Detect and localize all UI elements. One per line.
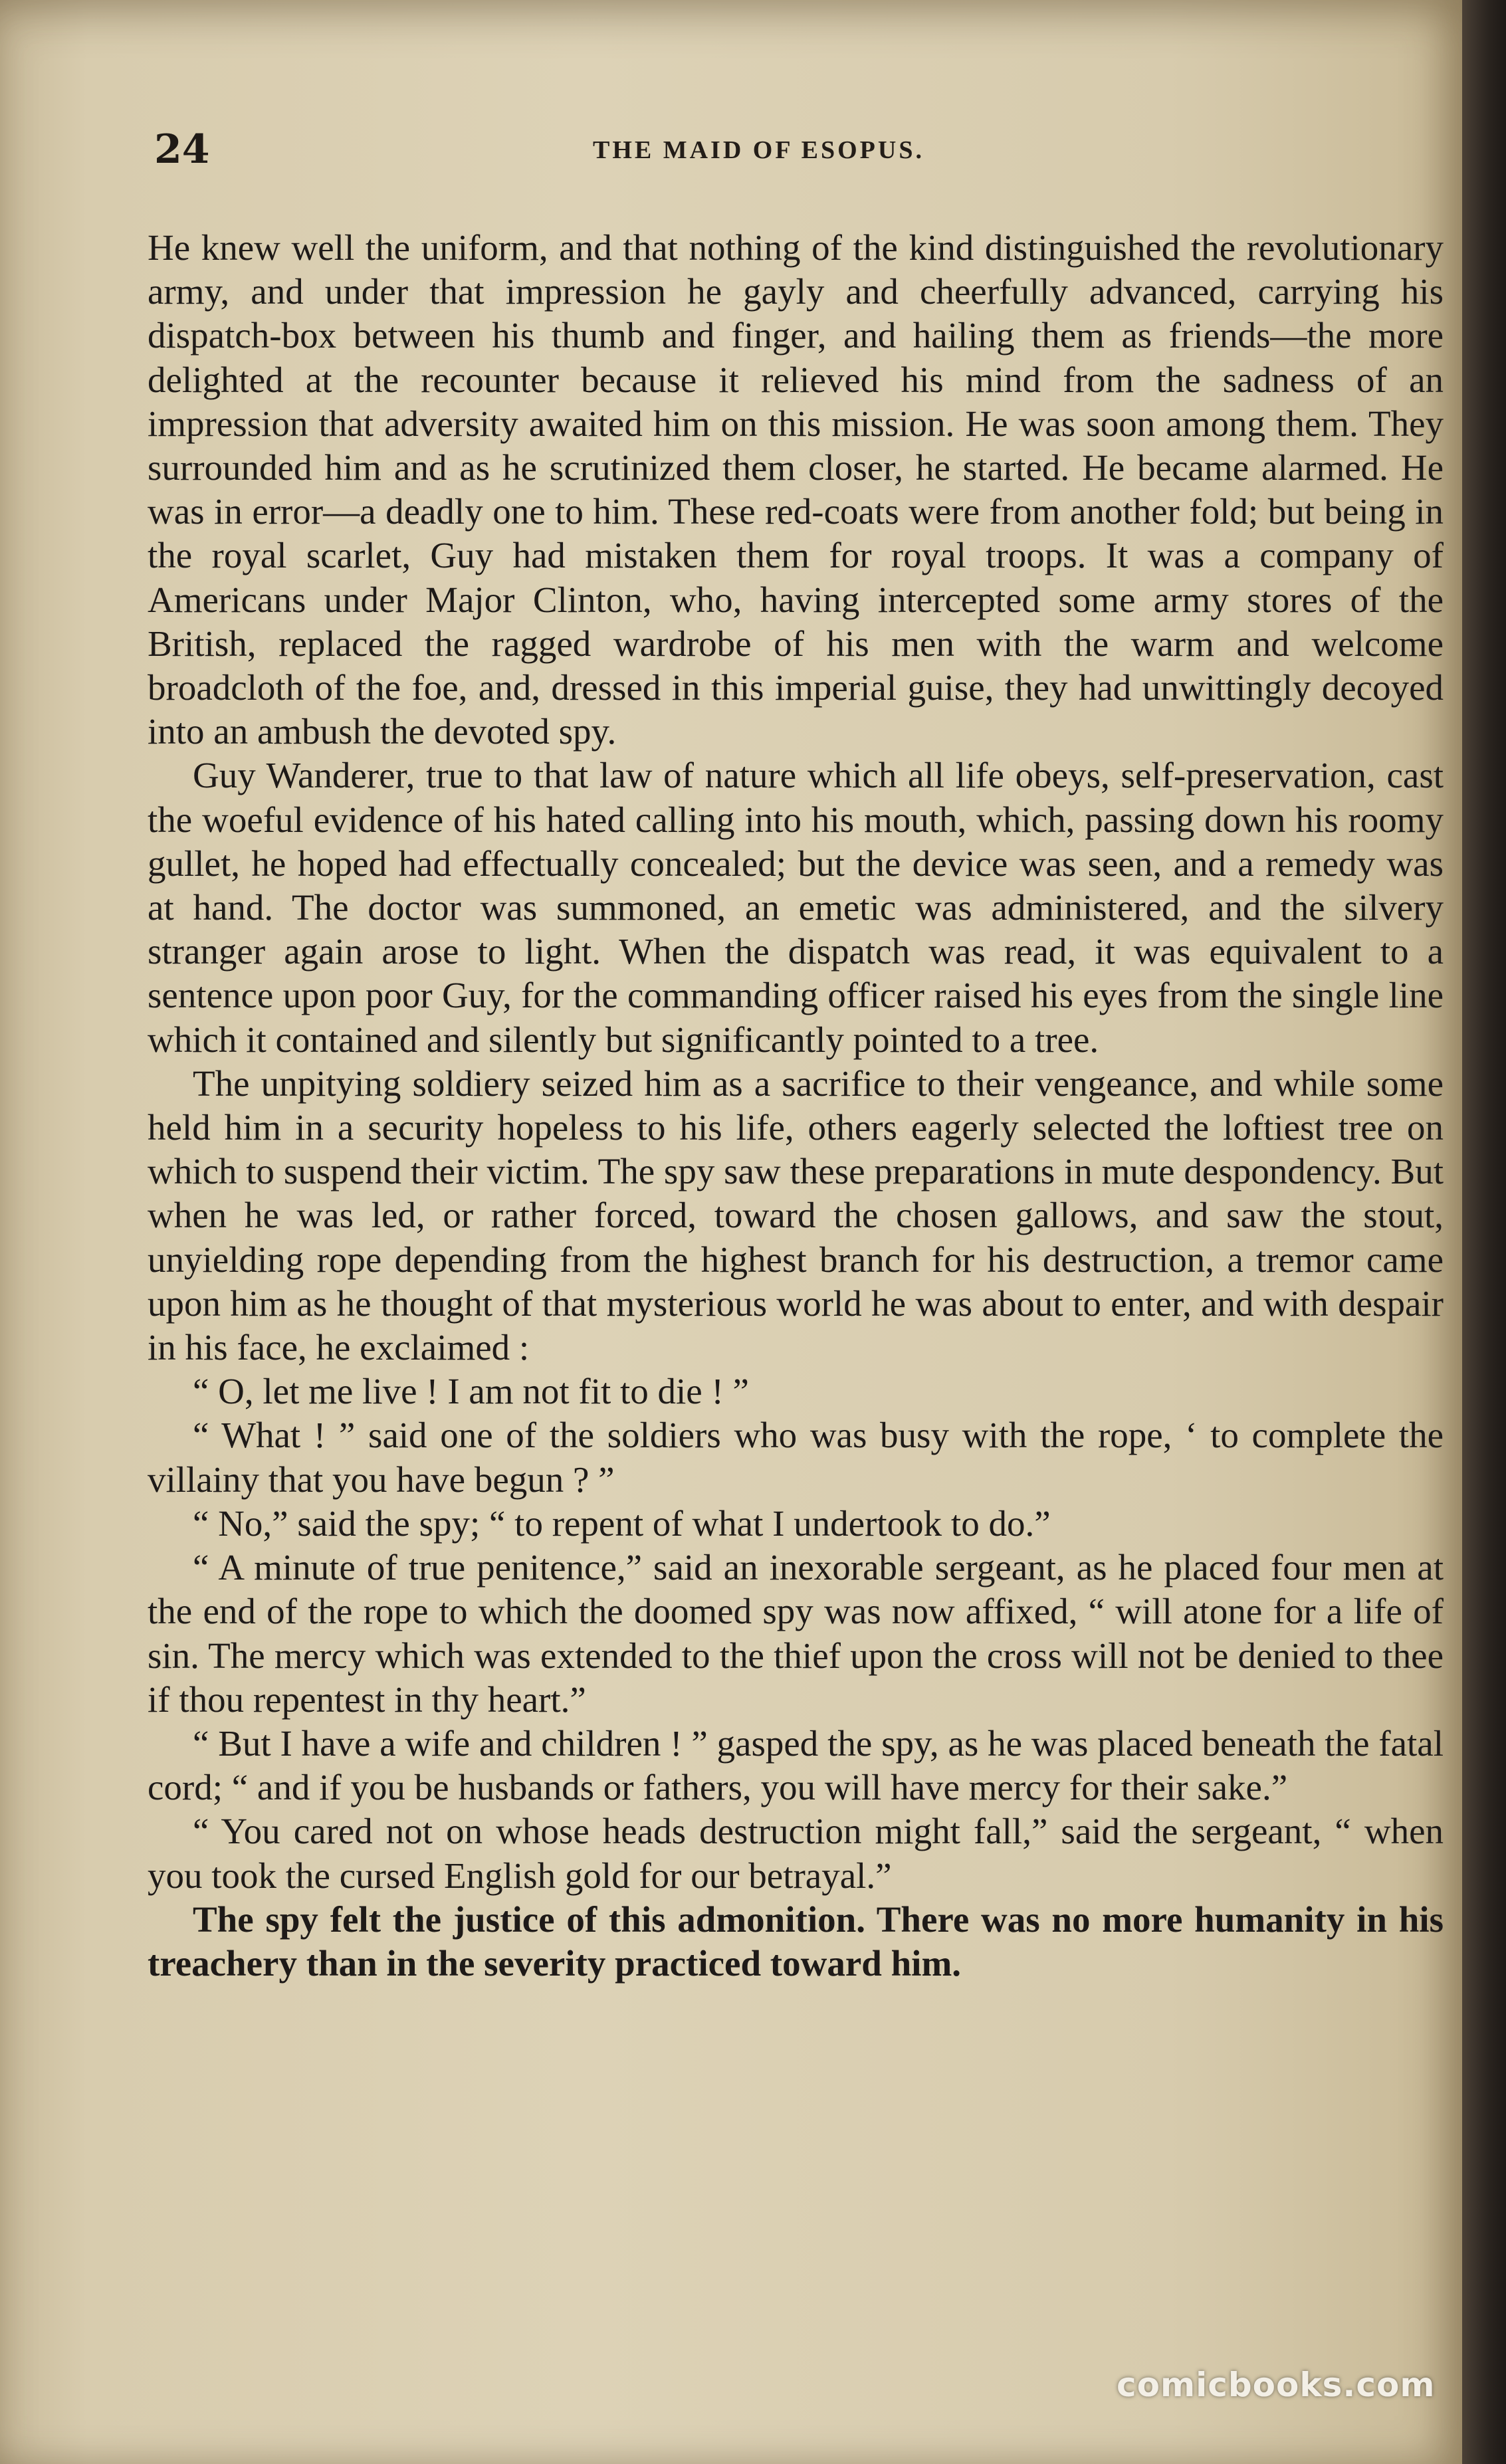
page-header [154,126,1437,179]
body-text [148,226,1444,1986]
paragraph: Guy Wanderer, true to that law of nature which all life obeys, self-preservation, cast the woeful evidence of his hated calling into his mouth, which, passing down his roomy gullet, he hoped had effectually concealed; but the device was seen, and a remedy was at hand. The doctor was summoned, an emetic was administered, and the silvery stranger again arose to light. When the dispatch was read, it was equivalent to a sentence upon poor Guy, for the commanding officer raised his eyes from the single line which it contained and silently but significantly pointed to a tree. [148,755,1444,1060]
paragraph: He knew well the uniform, and that nothing of the kind distinguished the revolutionary army, and under that impression he gayly and cheerfully advanced, carrying his dispatch-box between his thumb and finger, and hailing them as friends—the more delighted at the recounter because it relieved his mind from the sadness of an impression that adversity awaited him on this mission. He was soon among them. They surrounded him and as he scrutinized them closer, he started. He became alarmed. He was in error—a deadly one to him. These red-coats were from another fold; but being in the royal scarlet, Guy had mistaken them for royal troops. It was a company of Americans under Major Clinton, who, having intercepted some army stores of the British, replaced the ragged wardrobe of his men with the warm and welcome broadcloth of the foe, and, dressed in this imperial guise, they had unwittingly decoyed into an ambush the devoted spy. [148,227,1444,752]
paragraph: “ What ! ” said one of the soldiers who was busy with the rope, ‘ to complete the villainy that you have begun ? ” [148,1415,1444,1500]
paragraph: “ A minute of true penitence,” said an inexorable sergeant, as he placed four men at the end of the rope to which the doomed spy was now affixed, “ will atone for a life of sin. The mercy which was extended to the thief upon the cross will not be denied to thee if thou repentest in thy heart.” [148,1547,1444,1720]
paragraph: The spy felt the justice of this admonition. There was no more humanity in his treachery than in the severity practiced toward him. [148,1899,1444,1984]
page-number: 24 [154,126,210,173]
paragraph: “ O, let me live ! I am not fit to die ! ” [193,1371,749,1412]
running-title: THE MAID OF ESOPUS. [593,136,924,164]
paragraph: “ But I have a wife and children ! ” gasped the spy, as he was placed beneath the fatal cord; “ and if you be husbands or fathers, you will have mercy for their sake.” [148,1722,1444,1808]
paragraph: The unpitying soldiery seized him as a sacrifice to their vengeance, and while some held him in a security hopeless to his life, others eagerly selected the loftiest tree on which to suspend their victim. The spy saw these preparations in mute despondency. But when he was led, or rather forced, toward the chosen gallows, and saw the stout, unyielding rope depending from the highest branch for his destruction, a tremor came upon him as he thought of that mysterious world he was about to enter, and with despair in his face, he exclaimed : [148,1063,1444,1368]
page-edge-shadow [1462,0,1506,2464]
paragraph: “ You cared not on whose heads destruction might fall,” said the sergeant, “ when you took the cursed English gold for our betrayal.” [148,1811,1444,1896]
paragraph: “ No,” said the spy; “ to repent of what I undertook to do.” [193,1502,1051,1544]
watermark: comicbooks.com [1117,2366,1436,2404]
